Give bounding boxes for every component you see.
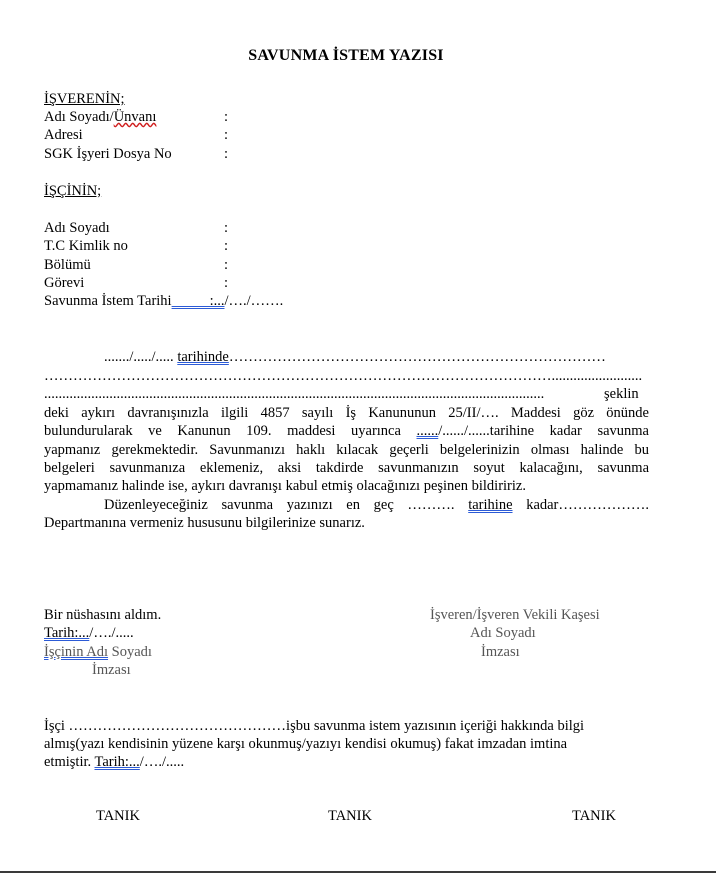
witness-label-2: TANIK	[328, 808, 372, 824]
body-line-2: …………………………………………………………………………………………….........................	[44, 368, 643, 384]
body-dots: ……………………………………………………………………	[228, 349, 606, 365]
employer-signature-label: İmzası	[481, 644, 520, 660]
field-label: Savunma İstem Tarihi	[44, 293, 172, 309]
worker-surname-label: Soyadı	[108, 644, 152, 660]
employer-name-field	[44, 108, 644, 126]
body-text: /....../......tarihine kadar savunma	[438, 423, 649, 439]
employer-name-label: Adı Soyadı	[470, 625, 536, 641]
field-colon: :	[224, 109, 229, 125]
body-line-8: yapmamanız halinde ise, aykırı davranışı kabul etmiş olacağınızı peşinen bildiririz.	[44, 478, 526, 494]
body-para2-line1	[104, 496, 649, 514]
refusal-line-2: almış(yazı kendisinin yüzene karşı okunmuş/yazıyı kendisi okumuş) fakat imzadan imtina	[44, 736, 568, 752]
receipt-date	[44, 624, 134, 642]
body-line-1	[104, 348, 606, 366]
body-text: kadar……………….	[526, 497, 650, 513]
field-label: Adı Soyadı	[44, 220, 110, 236]
field-label: T.C Kimlik no	[44, 238, 128, 254]
field-label: Adı Soyadı/	[44, 109, 114, 125]
worker-department-field	[44, 256, 644, 274]
date-rest: /…./.....	[89, 625, 134, 641]
body-line-5	[44, 422, 649, 440]
refusal-line-3	[44, 753, 184, 771]
field-colon: :	[224, 238, 229, 254]
worker-role-field	[44, 274, 644, 292]
date-colon: :...	[209, 293, 225, 309]
field-label: SGK İşyeri Dosya No	[44, 146, 172, 162]
worker-tc-field	[44, 237, 644, 255]
body-word-tarihine: tarihine	[468, 497, 513, 513]
date-placeholder: ......./...../.....	[104, 349, 174, 365]
date-word: Tarih:...	[44, 625, 90, 641]
field-label: Bölümü	[44, 257, 91, 273]
body-line-6: yapmanız gerekmektedir. Savunmanızı haklı kılacak geçerli belgelerinizin olması halinde bu	[44, 442, 649, 458]
worker-name-label: İşçinin Adı	[44, 644, 109, 660]
field-colon: :	[224, 127, 229, 143]
refusal-text: etmiştir.	[44, 754, 95, 770]
witness-label-1: TANIK	[96, 808, 140, 824]
date-placeholder: ......	[416, 423, 439, 439]
worker-name-field	[44, 219, 644, 237]
field-label-marked: Ünvanı	[113, 109, 157, 125]
date-rest: /…./.....	[139, 754, 185, 770]
employer-heading: İŞVERENİN;	[44, 91, 125, 107]
date-rest: /…./…….	[224, 293, 284, 309]
body-text: Düzenleyeceğiniz savunma yazınızı en geç ……….	[104, 497, 455, 513]
employer-stamp-label: İşveren/İşveren Vekili Kaşesi	[430, 607, 600, 623]
defense-request-date	[44, 292, 283, 310]
body-line-4: deki aykırı davranışınızla ilgili 4857 sayılı İş Kanununun 25/II/…. Maddesi göz önünde	[44, 405, 649, 421]
document-title: SAVUNMA İSTEM YAZISI	[248, 47, 444, 64]
field-label: Görevi	[44, 275, 85, 291]
body-line-3	[44, 385, 649, 403]
body-para2-line2: Departmanına vermeniz hususunu bilgilerinize sunarız.	[44, 515, 365, 531]
field-label: Adresi	[44, 127, 83, 143]
witness-label-3: TANIK	[572, 808, 616, 824]
body-word-tarihinde: tarihinde	[177, 349, 229, 365]
body-text: bulundurularak ve Kanunun 109. maddesi uyarınca	[44, 423, 401, 439]
field-colon: :	[224, 146, 229, 162]
receipt-worker-name	[44, 643, 152, 661]
receipt-signature: İmzası	[92, 662, 131, 678]
worker-heading: İŞÇİNİN;	[44, 183, 102, 199]
date-gap	[172, 292, 210, 310]
date-word: Tarih:...	[94, 754, 140, 770]
receipt-received: Bir nüshasını aldım.	[44, 607, 162, 623]
field-colon: :	[224, 275, 229, 291]
body-dots: ..........................................................................................................................................	[44, 386, 545, 402]
body-line-7: belgeleri savunmanıza eklemeniz, aksi takdirde savunmanızın soyut kalacağını, savunma	[44, 460, 649, 476]
field-colon: :	[224, 220, 229, 236]
employer-sgk-field	[44, 145, 644, 163]
body-word-seklin: şeklin	[604, 386, 639, 402]
refusal-line-1: İşçi ………………………………………işbu savunma istem yazısının içeriği hakkında bilgi	[44, 718, 585, 734]
field-colon: :	[224, 257, 229, 273]
employer-address-field	[44, 126, 644, 144]
